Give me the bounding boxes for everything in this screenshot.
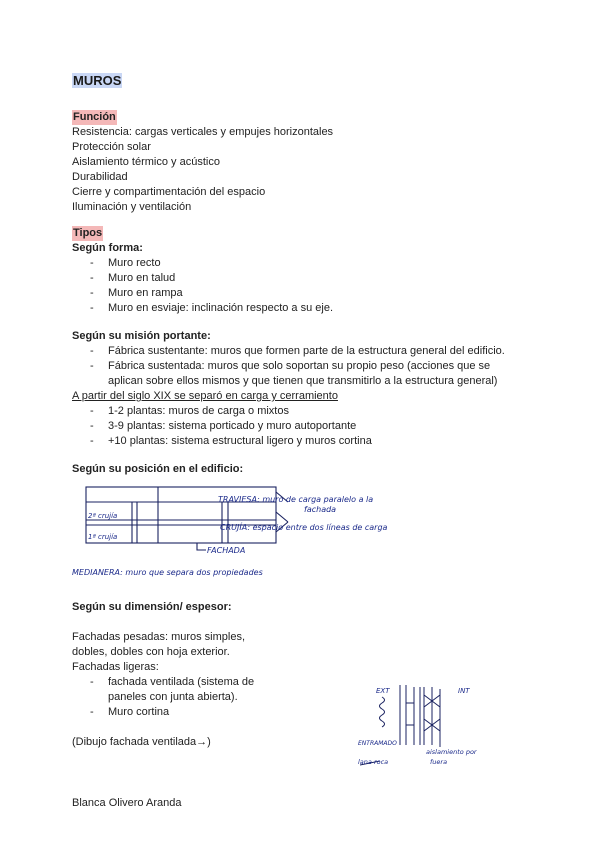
list-item-line: aplican sobre ellos mismos y que tienen que transmitirlo a la estructura general) [108,375,498,387]
funcion-section [72,110,542,215]
list-item: - Muro recto [90,256,542,271]
dibujo-note: (Dibujo fachada ventilada→) [72,736,211,748]
forma-heading: Según forma: [72,242,143,254]
funcion-heading: Función [73,111,116,123]
forma-list [90,256,542,316]
entramado-label: ENTRAMADO [358,740,397,747]
portante-section [72,329,542,449]
aislamiento-label-1: aislamiento por [426,748,477,756]
traviesa-note-1: TRAVIESA: muro de carga paralelo a la [218,495,374,504]
list-item-line: - fachada ventilada (sistema de [108,676,255,688]
crujia-1-label: 1ª crujía [88,533,118,541]
portante-heading: Según su misión portante: [72,330,211,342]
int-label: INT [458,687,470,695]
list-item: - Muro en talud [90,271,542,286]
fachada-ventilada-sketch [320,675,500,775]
posicion-heading: Según su posición en el edificio: [72,463,244,475]
tipos-heading: Tipos [73,227,103,239]
plantas-list [90,404,542,449]
posicion-sketch [72,480,452,580]
list-item: - +10 plantas: sistema estructural ligero y muros cortina [90,434,542,449]
list-item: - Muro en rampa [90,286,542,301]
author-footer: Blanca Olivero Aranda [72,797,182,809]
list-item-line: - Fábrica sustentada: muros que solo soportan su propio peso (acciones que se [108,360,491,372]
list-item: - 1-2 plantas: muros de carga o mixtos [90,404,542,419]
funcion-item: Durabilidad [72,171,128,183]
funcion-item: Iluminación y ventilación [72,201,192,213]
fachadas-ligeras-list [90,675,332,720]
funcion-item: Resistencia: cargas verticales y empujes horizontales [72,126,334,138]
dimension-text: Fachadas pesadas: muros simples, [72,631,246,643]
list-item-line: paneles con junta abierta). [108,691,238,703]
list-item [90,675,332,705]
tipos-section [72,226,542,316]
portante-note: A partir del siglo XIX se separó en carga y cerramiento [72,390,338,402]
lana-roca-label: lana roca [358,758,389,766]
dimension-text: Fachadas ligeras: [72,661,159,673]
traviesa-note-2: fachada [304,505,337,514]
posicion-section [72,462,542,477]
fachada-label: FACHADA [207,546,246,555]
portante-list [90,344,542,389]
crujia-note: CRUJÍA: espacio entre dos líneas de carga [220,523,388,532]
funcion-item: Aislamiento térmico y acústico [72,156,220,168]
dimension-section [72,600,332,750]
list-item: - Fábrica sustentante: muros que formen parte de la estructura general del edificio. [90,344,542,359]
medianera-note: MEDIANERA: muro que separa dos propiedades [72,568,263,577]
dimension-text: dobles, dobles con hoja exterior. [72,646,230,658]
page-title: MUROS [73,73,122,88]
dimension-heading: Según su dimensión/ espesor: [72,601,232,613]
crujia-2-label: 2ª crujía [88,512,118,520]
aislamiento-label-2: fuera [430,758,448,766]
list-item: - Muro cortina [90,705,332,720]
funcion-item: Protección solar [72,141,151,153]
list-item [90,359,542,389]
list-item: - 3-9 plantas: sistema porticado y muro autoportante [90,419,542,434]
ext-label: EXT [376,687,390,695]
funcion-item: Cierre y compartimentación del espacio [72,186,266,198]
list-item: - Muro en esviaje: inclinación respecto a su eje. [90,301,542,316]
